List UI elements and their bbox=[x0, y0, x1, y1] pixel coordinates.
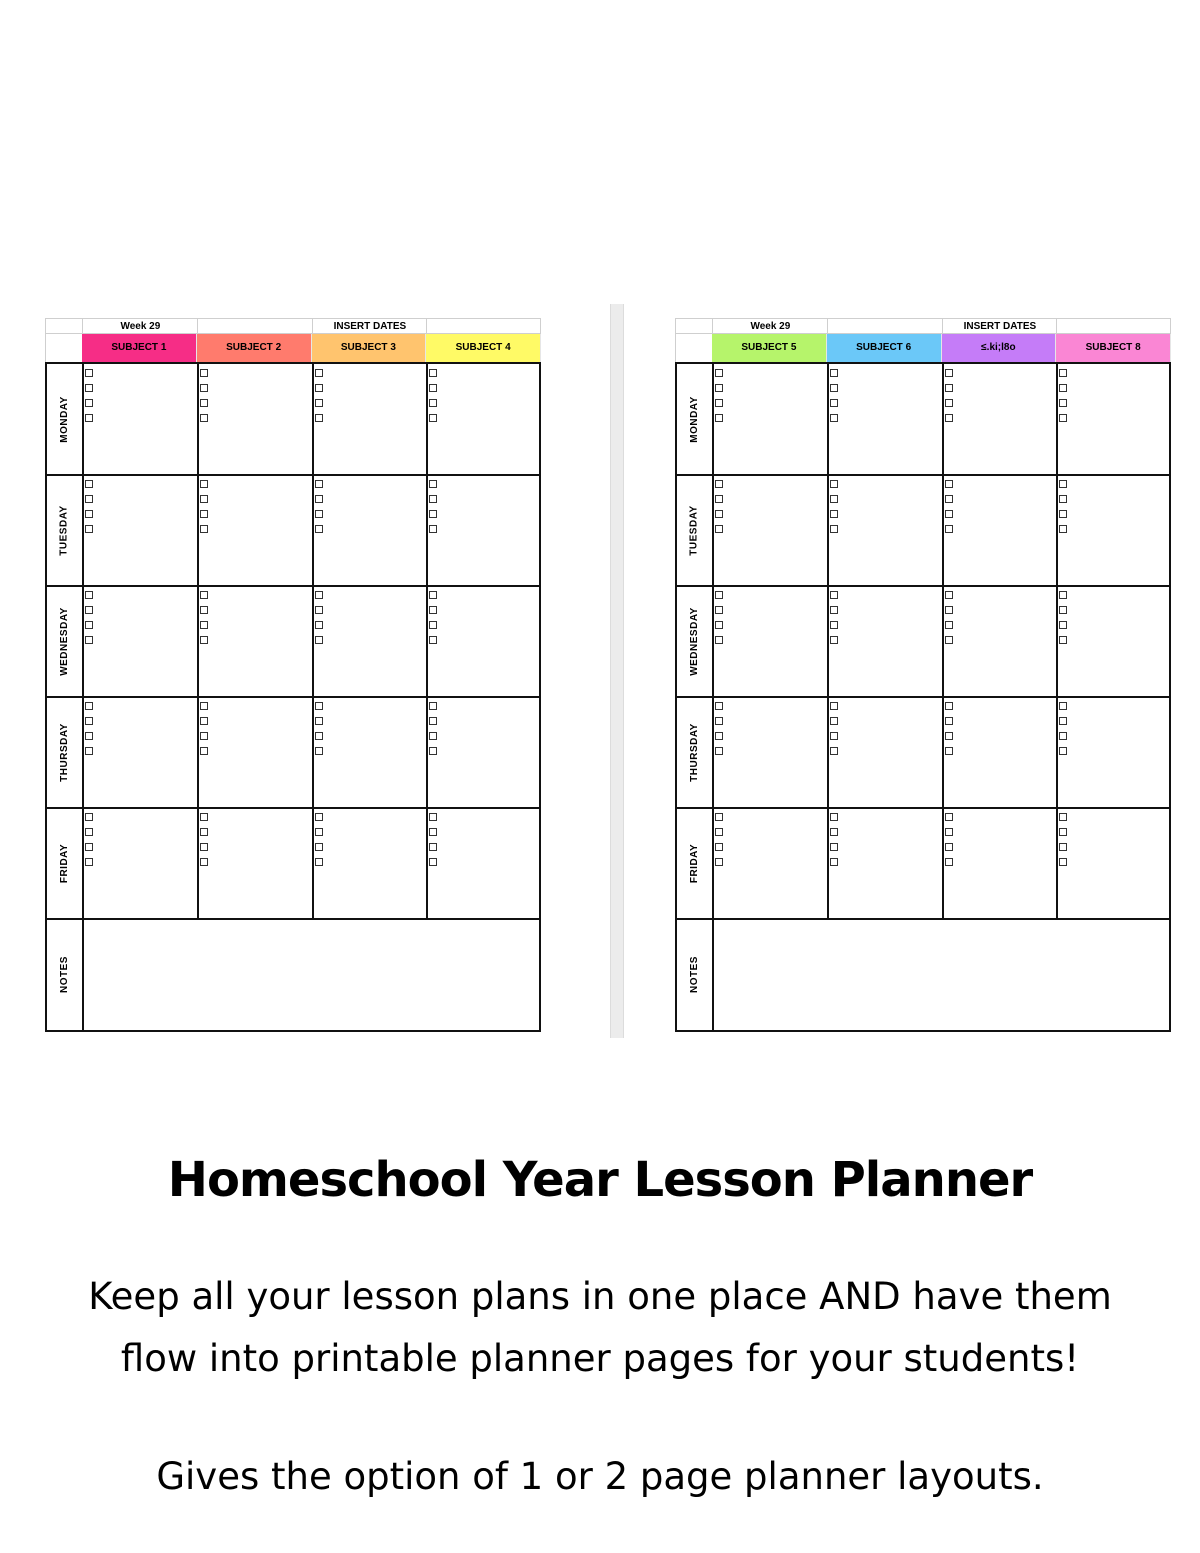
lesson-cell-checklist bbox=[1059, 702, 1069, 762]
subject-header-2[interactable]: SUBJECT 6 bbox=[827, 334, 942, 362]
task-checkbox[interactable] bbox=[715, 747, 723, 755]
lesson-cell-checklist bbox=[200, 813, 210, 873]
task-checkbox[interactable] bbox=[200, 591, 208, 599]
task-checkbox[interactable] bbox=[945, 384, 953, 392]
task-checkbox[interactable] bbox=[85, 732, 93, 740]
day-label-wednesday bbox=[47, 586, 82, 697]
lesson-cell-checklist bbox=[1059, 369, 1069, 429]
task-checkbox[interactable] bbox=[85, 591, 93, 599]
day-label-friday bbox=[677, 808, 712, 919]
task-checkbox[interactable] bbox=[830, 636, 838, 644]
grid-hline bbox=[677, 807, 1169, 809]
task-checkbox[interactable] bbox=[830, 525, 838, 533]
task-checkbox[interactable] bbox=[315, 717, 323, 725]
subject-header-3[interactable]: ≤.ki;l8o bbox=[942, 334, 1057, 362]
task-checkbox[interactable] bbox=[715, 636, 723, 644]
task-checkbox[interactable] bbox=[429, 414, 437, 422]
subject-header-row bbox=[675, 334, 1171, 362]
task-checkbox[interactable] bbox=[85, 495, 93, 503]
task-checkbox[interactable] bbox=[830, 702, 838, 710]
task-checkbox[interactable] bbox=[945, 510, 953, 518]
task-checkbox[interactable] bbox=[429, 843, 437, 851]
task-checkbox[interactable] bbox=[1059, 747, 1067, 755]
task-checkbox[interactable] bbox=[945, 636, 953, 644]
task-checkbox[interactable] bbox=[945, 495, 953, 503]
task-checkbox[interactable] bbox=[200, 621, 208, 629]
task-checkbox[interactable] bbox=[830, 591, 838, 599]
lesson-cell-checklist bbox=[429, 369, 439, 429]
dates-label[interactable]: INSERT DATES bbox=[333, 321, 407, 332]
lesson-cell-checklist bbox=[945, 591, 955, 651]
lesson-cell-checklist bbox=[830, 813, 840, 873]
task-checkbox[interactable] bbox=[830, 732, 838, 740]
task-checkbox[interactable] bbox=[429, 480, 437, 488]
task-checkbox[interactable] bbox=[945, 525, 953, 533]
task-checkbox[interactable] bbox=[85, 858, 93, 866]
task-checkbox[interactable] bbox=[1059, 717, 1067, 725]
grid-vline bbox=[312, 364, 314, 919]
task-checkbox[interactable] bbox=[830, 606, 838, 614]
lesson-cell-checklist bbox=[715, 591, 725, 651]
task-checkbox[interactable] bbox=[429, 621, 437, 629]
task-checkbox[interactable] bbox=[85, 813, 93, 821]
task-checkbox[interactable] bbox=[429, 636, 437, 644]
task-checkbox[interactable] bbox=[429, 606, 437, 614]
lesson-cell-checklist bbox=[1059, 813, 1069, 873]
task-checkbox[interactable] bbox=[315, 702, 323, 710]
week-label[interactable]: Week 29 bbox=[120, 321, 161, 332]
task-checkbox[interactable] bbox=[1059, 858, 1067, 866]
task-checkbox[interactable] bbox=[429, 591, 437, 599]
task-checkbox[interactable] bbox=[200, 702, 208, 710]
task-checkbox[interactable] bbox=[1059, 828, 1067, 836]
task-checkbox[interactable] bbox=[830, 843, 838, 851]
task-checkbox[interactable] bbox=[85, 747, 93, 755]
day-label-text: MONDAY bbox=[689, 396, 700, 443]
task-checkbox[interactable] bbox=[315, 813, 323, 821]
task-checkbox[interactable] bbox=[429, 813, 437, 821]
layout-option-text: Gives the option of 1 or 2 page planner layouts. bbox=[156, 1455, 1044, 1498]
lesson-cell-checklist bbox=[315, 369, 325, 429]
grid-vline bbox=[426, 364, 428, 919]
task-checkbox[interactable] bbox=[715, 525, 723, 533]
task-checkbox[interactable] bbox=[85, 384, 93, 392]
subject-header-4[interactable]: SUBJECT 4 bbox=[426, 334, 541, 362]
task-checkbox[interactable] bbox=[715, 495, 723, 503]
task-checkbox[interactable] bbox=[315, 828, 323, 836]
task-checkbox[interactable] bbox=[945, 414, 953, 422]
task-checkbox[interactable] bbox=[715, 732, 723, 740]
task-checkbox[interactable] bbox=[200, 495, 208, 503]
day-label-text: TUESDAY bbox=[59, 505, 70, 556]
task-checkbox[interactable] bbox=[85, 480, 93, 488]
task-checkbox[interactable] bbox=[945, 399, 953, 407]
grid-vline bbox=[827, 364, 829, 919]
task-checkbox[interactable] bbox=[1059, 480, 1067, 488]
lesson-cell-checklist bbox=[715, 813, 725, 873]
task-checkbox[interactable] bbox=[830, 369, 838, 377]
task-checkbox[interactable] bbox=[200, 858, 208, 866]
task-checkbox[interactable] bbox=[830, 621, 838, 629]
task-checkbox[interactable] bbox=[315, 369, 323, 377]
notes-label bbox=[47, 919, 82, 1030]
dates-label[interactable]: INSERT DATES bbox=[963, 321, 1037, 332]
task-checkbox[interactable] bbox=[200, 399, 208, 407]
grid-hline bbox=[677, 474, 1169, 476]
day-label-text: THURSDAY bbox=[59, 723, 71, 782]
task-checkbox[interactable] bbox=[945, 813, 953, 821]
lesson-cell-checklist bbox=[85, 369, 95, 429]
task-checkbox[interactable] bbox=[200, 747, 208, 755]
task-checkbox[interactable] bbox=[85, 717, 93, 725]
planner-page-left bbox=[45, 318, 541, 1032]
task-checkbox[interactable] bbox=[715, 369, 723, 377]
description-text: Keep all your lesson plans in one place AND have them flow into printable planner pages for your students! bbox=[88, 1275, 1112, 1380]
task-checkbox[interactable] bbox=[715, 621, 723, 629]
lesson-cell-checklist bbox=[85, 813, 95, 873]
notes-area[interactable] bbox=[84, 920, 539, 1030]
task-checkbox[interactable] bbox=[429, 384, 437, 392]
week-header-row bbox=[675, 318, 1171, 334]
subject-header-1[interactable]: SUBJECT 5 bbox=[712, 334, 827, 362]
task-checkbox[interactable] bbox=[945, 591, 953, 599]
day-label-text: FRIDAY bbox=[689, 843, 700, 884]
task-checkbox[interactable] bbox=[315, 636, 323, 644]
task-checkbox[interactable] bbox=[429, 858, 437, 866]
subject-header-row bbox=[45, 334, 541, 362]
task-checkbox[interactable] bbox=[315, 399, 323, 407]
lesson-cell-checklist bbox=[315, 591, 325, 651]
task-checkbox[interactable] bbox=[1059, 702, 1067, 710]
task-checkbox[interactable] bbox=[200, 606, 208, 614]
lesson-cell-checklist bbox=[315, 813, 325, 873]
task-checkbox[interactable] bbox=[1059, 591, 1067, 599]
day-label-text: TUESDAY bbox=[689, 505, 700, 556]
task-checkbox[interactable] bbox=[200, 414, 208, 422]
task-checkbox[interactable] bbox=[429, 747, 437, 755]
grid-vline bbox=[1056, 364, 1058, 919]
task-checkbox[interactable] bbox=[315, 606, 323, 614]
task-checkbox[interactable] bbox=[315, 747, 323, 755]
lesson-cell-checklist bbox=[830, 702, 840, 762]
grid-hline bbox=[677, 585, 1169, 587]
task-checkbox[interactable] bbox=[945, 858, 953, 866]
task-checkbox[interactable] bbox=[1059, 732, 1067, 740]
task-checkbox[interactable] bbox=[315, 858, 323, 866]
grid-vline bbox=[942, 364, 944, 919]
day-label-friday bbox=[47, 808, 82, 919]
task-checkbox[interactable] bbox=[200, 636, 208, 644]
day-label-wednesday bbox=[677, 586, 712, 697]
task-checkbox[interactable] bbox=[200, 480, 208, 488]
task-checkbox[interactable] bbox=[945, 828, 953, 836]
task-checkbox[interactable] bbox=[315, 843, 323, 851]
lesson-cell-checklist bbox=[715, 702, 725, 762]
subject-header-3[interactable]: SUBJECT 3 bbox=[312, 334, 427, 362]
subject-header-4[interactable]: SUBJECT 8 bbox=[1056, 334, 1171, 362]
task-checkbox[interactable] bbox=[85, 399, 93, 407]
task-checkbox[interactable] bbox=[830, 384, 838, 392]
lesson-cell-checklist bbox=[715, 369, 725, 429]
task-checkbox[interactable] bbox=[945, 369, 953, 377]
task-checkbox[interactable] bbox=[315, 480, 323, 488]
task-checkbox[interactable] bbox=[945, 606, 953, 614]
page-title: Homeschool Year Lesson Planner bbox=[167, 1152, 1033, 1208]
lesson-cell-checklist bbox=[945, 480, 955, 540]
lesson-cell-checklist bbox=[830, 480, 840, 540]
task-checkbox[interactable] bbox=[1059, 414, 1067, 422]
task-checkbox[interactable] bbox=[85, 414, 93, 422]
day-label-text: WEDNESDAY bbox=[689, 607, 700, 676]
task-checkbox[interactable] bbox=[1059, 510, 1067, 518]
lesson-cell-checklist bbox=[85, 702, 95, 762]
lesson-cell-checklist bbox=[85, 480, 95, 540]
grid-hline bbox=[47, 807, 539, 809]
task-checkbox[interactable] bbox=[715, 606, 723, 614]
task-checkbox[interactable] bbox=[200, 510, 208, 518]
task-checkbox[interactable] bbox=[945, 747, 953, 755]
task-checkbox[interactable] bbox=[429, 717, 437, 725]
task-checkbox[interactable] bbox=[200, 717, 208, 725]
lesson-cell-checklist bbox=[200, 369, 210, 429]
weekly-grid bbox=[45, 362, 541, 1032]
grid-hline bbox=[47, 585, 539, 587]
lesson-cell-checklist bbox=[429, 480, 439, 540]
task-checkbox[interactable] bbox=[830, 717, 838, 725]
task-checkbox[interactable] bbox=[429, 399, 437, 407]
task-checkbox[interactable] bbox=[715, 843, 723, 851]
task-checkbox[interactable] bbox=[85, 843, 93, 851]
task-checkbox[interactable] bbox=[945, 621, 953, 629]
task-checkbox[interactable] bbox=[1059, 813, 1067, 821]
task-checkbox[interactable] bbox=[85, 702, 93, 710]
lesson-cell-checklist bbox=[945, 813, 955, 873]
grid-hline bbox=[677, 696, 1169, 698]
task-checkbox[interactable] bbox=[1059, 369, 1067, 377]
lesson-cell-checklist bbox=[945, 702, 955, 762]
task-checkbox[interactable] bbox=[200, 843, 208, 851]
task-checkbox[interactable] bbox=[429, 369, 437, 377]
lesson-cell-checklist bbox=[85, 591, 95, 651]
task-checkbox[interactable] bbox=[830, 399, 838, 407]
task-checkbox[interactable] bbox=[200, 828, 208, 836]
task-checkbox[interactable] bbox=[1059, 606, 1067, 614]
task-checkbox[interactable] bbox=[200, 813, 208, 821]
page-divider bbox=[610, 304, 624, 1038]
task-checkbox[interactable] bbox=[830, 813, 838, 821]
day-label-monday bbox=[47, 364, 82, 475]
task-checkbox[interactable] bbox=[429, 525, 437, 533]
grid-vline bbox=[197, 364, 199, 919]
task-checkbox[interactable] bbox=[830, 828, 838, 836]
day-label-text: WEDNESDAY bbox=[59, 607, 70, 676]
lesson-cell-checklist bbox=[200, 702, 210, 762]
task-checkbox[interactable] bbox=[715, 717, 723, 725]
planner-page-right bbox=[675, 318, 1171, 1032]
task-checkbox[interactable] bbox=[315, 495, 323, 503]
notes-label-text: NOTES bbox=[59, 956, 71, 993]
task-checkbox[interactable] bbox=[715, 858, 723, 866]
task-checkbox[interactable] bbox=[315, 414, 323, 422]
task-checkbox[interactable] bbox=[945, 480, 953, 488]
day-label-text: FRIDAY bbox=[59, 843, 70, 884]
task-checkbox[interactable] bbox=[830, 495, 838, 503]
task-checkbox[interactable] bbox=[1059, 399, 1067, 407]
day-label-thursday bbox=[677, 697, 712, 808]
task-checkbox[interactable] bbox=[1059, 525, 1067, 533]
task-checkbox[interactable] bbox=[945, 732, 953, 740]
day-label-thursday bbox=[47, 697, 82, 808]
week-header-row bbox=[45, 318, 541, 334]
task-checkbox[interactable] bbox=[85, 369, 93, 377]
lesson-cell-checklist bbox=[200, 591, 210, 651]
task-checkbox[interactable] bbox=[945, 717, 953, 725]
lesson-cell-checklist bbox=[715, 480, 725, 540]
corner-cell bbox=[675, 334, 712, 362]
lesson-cell-checklist bbox=[315, 480, 325, 540]
lesson-cell-checklist bbox=[830, 591, 840, 651]
task-checkbox[interactable] bbox=[830, 510, 838, 518]
grid-hline bbox=[47, 474, 539, 476]
task-checkbox[interactable] bbox=[315, 732, 323, 740]
task-checkbox[interactable] bbox=[830, 747, 838, 755]
task-checkbox[interactable] bbox=[1059, 495, 1067, 503]
task-checkbox[interactable] bbox=[830, 414, 838, 422]
lesson-cell-checklist bbox=[429, 813, 439, 873]
task-checkbox[interactable] bbox=[85, 828, 93, 836]
task-checkbox[interactable] bbox=[429, 510, 437, 518]
task-checkbox[interactable] bbox=[945, 702, 953, 710]
task-checkbox[interactable] bbox=[715, 510, 723, 518]
task-checkbox[interactable] bbox=[429, 702, 437, 710]
task-checkbox[interactable] bbox=[315, 591, 323, 599]
task-checkbox[interactable] bbox=[200, 525, 208, 533]
task-checkbox[interactable] bbox=[715, 828, 723, 836]
corner-cell bbox=[45, 334, 82, 362]
task-checkbox[interactable] bbox=[715, 399, 723, 407]
day-label-text: THURSDAY bbox=[689, 723, 701, 782]
task-checkbox[interactable] bbox=[200, 384, 208, 392]
task-checkbox[interactable] bbox=[715, 414, 723, 422]
task-checkbox[interactable] bbox=[315, 525, 323, 533]
task-checkbox[interactable] bbox=[830, 858, 838, 866]
task-checkbox[interactable] bbox=[715, 384, 723, 392]
task-checkbox[interactable] bbox=[200, 369, 208, 377]
task-checkbox[interactable] bbox=[200, 732, 208, 740]
task-checkbox[interactable] bbox=[715, 480, 723, 488]
subject-header-1[interactable]: SUBJECT 1 bbox=[82, 334, 197, 362]
task-checkbox[interactable] bbox=[429, 495, 437, 503]
task-checkbox[interactable] bbox=[830, 480, 838, 488]
notes-label-text: NOTES bbox=[689, 956, 701, 993]
task-checkbox[interactable] bbox=[429, 732, 437, 740]
day-label-text: MONDAY bbox=[59, 396, 70, 443]
task-checkbox[interactable] bbox=[1059, 636, 1067, 644]
subject-header-2[interactable]: SUBJECT 2 bbox=[197, 334, 312, 362]
task-checkbox[interactable] bbox=[1059, 843, 1067, 851]
weekly-grid bbox=[675, 362, 1171, 1032]
task-checkbox[interactable] bbox=[315, 621, 323, 629]
lesson-cell-checklist bbox=[429, 702, 439, 762]
notes-area[interactable] bbox=[714, 920, 1169, 1030]
task-checkbox[interactable] bbox=[715, 813, 723, 821]
task-checkbox[interactable] bbox=[85, 525, 93, 533]
task-checkbox[interactable] bbox=[715, 591, 723, 599]
lesson-cell-checklist bbox=[830, 369, 840, 429]
notes-label bbox=[677, 919, 712, 1030]
lesson-cell-checklist bbox=[1059, 591, 1069, 651]
week-label[interactable]: Week 29 bbox=[750, 321, 791, 332]
day-label-monday bbox=[677, 364, 712, 475]
day-label-tuesday bbox=[47, 475, 82, 586]
task-checkbox[interactable] bbox=[85, 636, 93, 644]
lesson-cell-checklist bbox=[1059, 480, 1069, 540]
day-label-tuesday bbox=[677, 475, 712, 586]
task-checkbox[interactable] bbox=[1059, 621, 1067, 629]
task-checkbox[interactable] bbox=[429, 828, 437, 836]
lesson-cell-checklist bbox=[315, 702, 325, 762]
lesson-cell-checklist bbox=[429, 591, 439, 651]
task-checkbox[interactable] bbox=[1059, 384, 1067, 392]
task-checkbox[interactable] bbox=[85, 510, 93, 518]
lesson-cell-checklist bbox=[945, 369, 955, 429]
task-checkbox[interactable] bbox=[315, 384, 323, 392]
task-checkbox[interactable] bbox=[85, 621, 93, 629]
lesson-cell-checklist bbox=[200, 480, 210, 540]
task-checkbox[interactable] bbox=[85, 606, 93, 614]
task-checkbox[interactable] bbox=[315, 510, 323, 518]
grid-hline bbox=[47, 696, 539, 698]
task-checkbox[interactable] bbox=[715, 702, 723, 710]
task-checkbox[interactable] bbox=[945, 843, 953, 851]
